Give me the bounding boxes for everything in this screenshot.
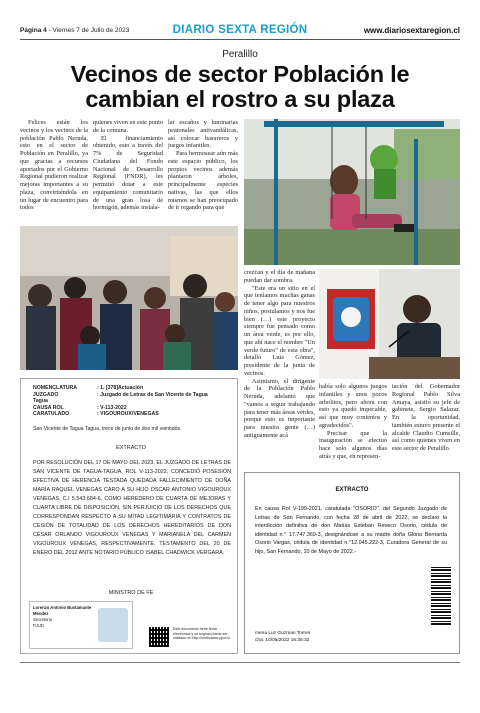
legal-body: POR RESOLUCIÓN DEL 17 DE MAYO DEL 2023, EL JUZGADO DE LETRAS DE SAN VICENTE DE TAGUA-TAGUA, ROL V-113-2022, CONCEDIÓ POSESIÓN EFECTIVA DE HERENCIA TESTADA QUEDADA FALLECIMIENTO DE DOÑA MARÍA RAQUEL VENEGAS CARO A SU HIJO OSCAR ANTONIO VIGOUROUX VENEGAS, C.I 5.543.684-6, COMO HEREDERO DE CUARTA DE MEJORAS Y CUARTA LIBRE DE DISPOSICIÓN, SIN PERJUICIO DE LOS DERECHOS QUE CORRESPONDAN RESPECTO A SU MITAD LEGITIMARIA Y CONTRATOS DE CESIÓN DE TOTALIDAD DE LOS DERECHOS HEREDITARIOS DE DON CÉSAR ORLANDO VIGOUROUX VENEGAS Y MARIANELA DEL CARMEN VIGOUROUX VENEGAS, RESPECTIVAMENTE. TESTAMENTO DEL 20 DE ENERO DEL 2012 ANTE NOTARIO PÚBLICO ISABEL CHADWICK VERGARA. bbox=[33, 460, 231, 556]
article-kicker: Peralillo bbox=[222, 49, 258, 60]
photo-community-crowd bbox=[20, 226, 238, 370]
header-divider bbox=[20, 39, 460, 40]
legal-notice-interdiction bbox=[244, 472, 460, 654]
page-info bbox=[20, 27, 129, 34]
signer-org: PJUD bbox=[33, 623, 44, 628]
case-details bbox=[33, 385, 229, 418]
article-paragraph: Precisar que la inauguración se efectuó hace solo algunos días atrás y que, en represen- bbox=[319, 429, 387, 460]
article-paragraph: había solo algunos juegos infantiles y unos pocos arbolitos, pero ahora con esto ya quedó impecable, así que muy contentos y agradecidos". bbox=[319, 383, 387, 429]
photo-speaker-at-podium bbox=[319, 269, 460, 379]
extracto-heading: EXTRACTO bbox=[335, 487, 369, 493]
page-number: Página 4 bbox=[20, 27, 47, 34]
signature-stamp bbox=[29, 601, 133, 649]
extracto-heading: EXTRACTO bbox=[116, 445, 146, 451]
article-paragraph: quienes viven en este punto de la comuna. bbox=[93, 119, 163, 134]
article-paragraph: lar escaños y luminarias peatonales antivandálicas, así colocar basureros y juegos infantiles. bbox=[168, 119, 238, 150]
article-paragraph: tación del Gobernador Regional Pablo Silva Amaya, asistió su jefe de gabinete, Sergio Salazar. En la oportunidad, también estuvo presente el alcalde Claudio Cumsille, así como quienes viven en este sector de Peralillo. bbox=[392, 383, 460, 452]
dateline: San Vicente de Tagua Tagua, trece de junio de dos mil veintidós. bbox=[33, 426, 182, 432]
paper-name: DIARIO SEXTA REGIÓN bbox=[172, 24, 308, 36]
case-row: JUZGADO : Juzgado de Letras de San Vicente de Tagua bbox=[33, 391, 208, 398]
case-row: NOMENCLATURA : 1. [378]Actuación bbox=[33, 385, 144, 391]
legal-notice-possession bbox=[20, 378, 238, 654]
signer-role: Secretario bbox=[33, 617, 53, 622]
article-column-4 bbox=[244, 269, 315, 440]
issue-date: - Viernes 7 de Julio de 2023 bbox=[48, 27, 130, 34]
barcode-icon bbox=[431, 565, 451, 625]
article-paragraph: "Este era un sitio en el que teníamos muchas ganas de tener algo para nuestros niños, postulamos y nos fue bien (…) este proyecto siempre fue pensado como un área verde, es por ello, que ahí nace el nombre "Un verde futuro" de esta obra", detalló Luis Gómez, presidente de la junta de vecinos. bbox=[244, 284, 315, 377]
signature-label: MINISTRO DE FE bbox=[108, 590, 154, 596]
photo-girl-on-swing bbox=[244, 119, 460, 265]
sign-date: cha: 10/05/2022 16:36:32 bbox=[255, 638, 310, 643]
article-column-3 bbox=[168, 119, 238, 212]
article-column-5 bbox=[319, 383, 387, 461]
article-paragraph: Para hermosear aún más este espacio público, los propios vecinos además plantaron árboles, principalmente especies nativas, las que ellos mismos se han preocupado de ir regando para que bbox=[168, 150, 238, 212]
case-row: Tagua bbox=[33, 398, 48, 405]
headline-line-2: cambian el rostro a su plaza bbox=[85, 86, 395, 112]
footer-divider bbox=[20, 662, 460, 663]
article-paragraph: Felices están los vecinos y los vecinos de la población Pablo Neruda, esto en el sector de Población en Peralillo, ya que gracias a recursos aportados por el Gobierno Regional pudieron realizar mejoras importantes a su plaza, convirtiéndola en un lugar de encuentro para todos bbox=[20, 119, 88, 212]
article-column-2 bbox=[93, 119, 163, 212]
article-headline bbox=[20, 62, 460, 112]
article-paragraph: Asimismo, el dirigente de la Población Pablo Neruda, adelantó que "vamos a seguir trabajando para tener más áreas verdes, porque esto es importante para nuestra gente (…) antiguamente acá bbox=[244, 377, 315, 439]
article-column-6 bbox=[392, 383, 460, 453]
article-paragraph: crezcan y el día de mañana puedan dar sombra. bbox=[244, 269, 315, 284]
qr-code-icon bbox=[149, 627, 169, 647]
verify-text: Este documento tiene firma electrónica y su original puede ser validado en http://verificadoc.pjud.cl bbox=[173, 627, 230, 641]
case-row: CAUSA ROL : V-113-2022 bbox=[33, 404, 127, 411]
case-row: CARATULADO : VIGOUROUX/VENEGAS bbox=[33, 411, 159, 418]
headline-line-1: Vecinos de sector Población le bbox=[70, 61, 410, 87]
signer-name: mena Luz Guzman Torres bbox=[255, 631, 311, 636]
website-link[interactable]: www.diariosextaregion.cl bbox=[363, 26, 460, 35]
legal-body: En causa Rol V-199-2021, caratulada "OSORIO", del Segundo Juzgado de Letras de San Fernando, con fecha 28 de abril de 2022, se declaró la interdicción definitiva de don Matías Esteban Reveco Osorio, cédula de identidad n.° 17.747.369-3, designándose a su madre doña Gloria Bernarda Osorio Vargas, cédula de identidad n.°12.045.222-3, Curadora General de su hijo, San Fernando, 10 de Mayo de 2022.- bbox=[255, 506, 447, 555]
signer-name: Lorenzo Antonio Bustamante Méndez bbox=[33, 605, 92, 616]
article-column-1 bbox=[20, 119, 88, 212]
article-paragraph: El financiamiento obtenido, esto a través del 7% de Seguridad Ciudadana del Fondo Nacional de Desarrollo Regional (FNDR), les permitió dotar a este equipamiento comunitario de una gran losa de hormigón, además instala- bbox=[93, 134, 163, 212]
